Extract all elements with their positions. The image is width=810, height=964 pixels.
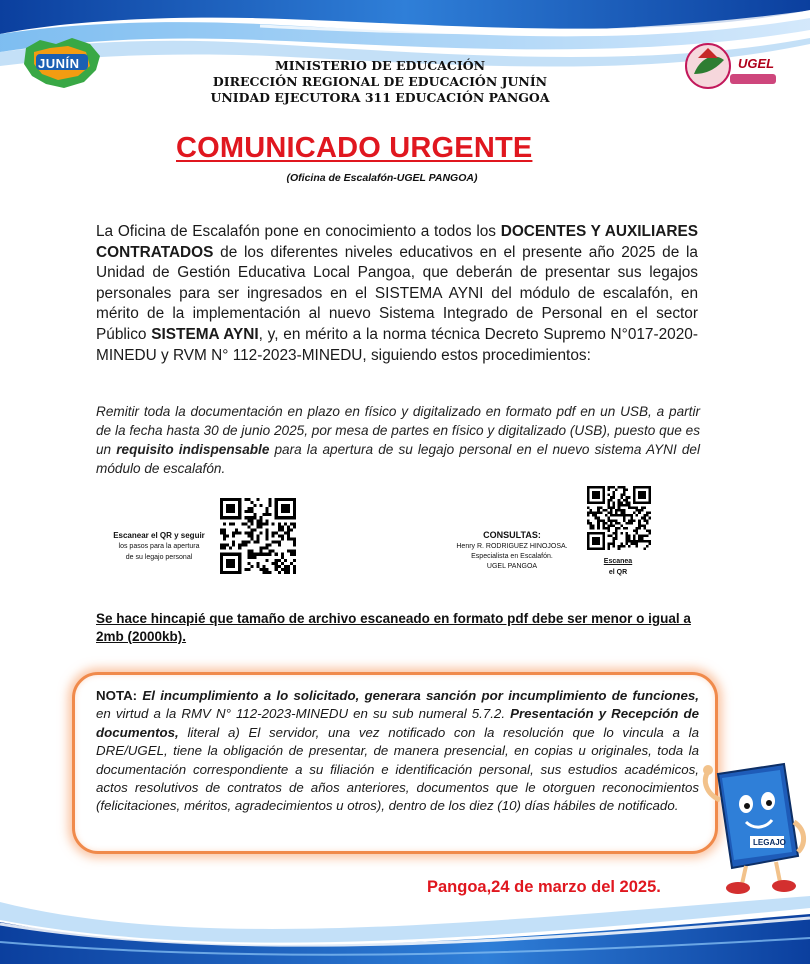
nota-paragraph [96,687,699,816]
qr-right-caption [588,556,648,578]
instructions-text-1: Remitir toda la documentación en plazo en físico y digitalizado en formato pdf en un USB, a partir de la fecha hasta 30 de junio 2025, por mesa de partes en físico y digitalizado (USB), puesto que es un [96,404,700,457]
ugel-logo-text: UGEL [738,56,775,71]
qr-right-caption-line1: Escanea [603,558,633,565]
qr-left-caption-line2: los pasos para la apertura [118,543,200,550]
institution-header [170,58,590,106]
intro-bold-sistema: SISTEMA AYNI [151,325,259,343]
intro-text-2: de los diferentes niveles educativos en el presente año 2025 de la Unidad de Gestión Educativa Local Pangoa, que deberán de presentar sus legajos personales para ser ingresados en el SISTEMA AYNI del módulo de escalafón, en mérito de la implementación al nuevo Sistema Integrado de Personal en el sector Público [96,243,698,343]
document-date: Pangoa,24 de marzo del 2025. [427,878,661,896]
nota-bold-2: Presentación y Recepción de documentos, [96,706,700,740]
qr-left-caption-line3: de su legajo personal [125,554,193,561]
consultas-heading: CONSULTAS: [483,530,541,540]
consultas-block [444,528,580,572]
intro-text-3: , y, en mérito a la norma técnica Decreto Supremo N°017-2020-MINEDU y RVM N° 112-2023-MINEDU, siguiendo estos procedimientos: [96,325,698,364]
qr-right-caption-line2: el QR [608,569,628,576]
header-line-ministry: MINISTERIO DE EDUCACIÓN [274,58,486,73]
file-size-note: Se hace hincapié que tamaño de archivo escaneado en formato pdf debe ser menor o igual a 2mb (2000kb). [96,611,691,644]
legajo-mascot-icon [698,760,810,896]
instructions-text-2: para la apertura de su legajo personal en el nuevo sistema AYNI del módulo de escalafón. [96,442,700,476]
junin-logo-text: JUNÍN [38,56,80,71]
intro-text-1: La Oficina de Escalafón pone en conocimiento a todos los [96,223,501,240]
nota-bold-1: El incumplimiento a lo solicitado, generara sanción por incumplimiento de funciones, [137,688,699,703]
mascot-label: LEGAJO [753,838,786,847]
qr-code-consultas[interactable] [587,486,651,550]
document-title: COMUNICADO URGENTE [176,132,533,164]
consultas-role: Especialista en Escalafón. [471,553,553,560]
header-line-direccion: DIRECCIÓN REGIONAL DE EDUCACIÓN JUNÍN [212,74,548,89]
nota-text-2: literal a) El servidor, una vez notificado con la resolución que lo vincula a la DRE/UGEL, tiene la obligación de presentar, de manera presencial, en copias u originales, toda la documentación correspondiente a su filiación e identificación personal, sus estudios académicos, actos resolutivos de contratos de años anteriores, documentos que le otorguen reconocimientos (felicitaciones, méritos, agradecimientos u otros), dentro de los diez (10) días hábiles de notificado. [96,724,699,814]
bottom-wave-decoration [0,862,810,964]
instructions-paragraph [96,402,700,478]
document-subtitle: (Oficina de Escalafón-UGEL PANGOA) [286,172,478,184]
intro-paragraph [96,222,698,366]
qr-left-caption-strong: Escanear el QR y seguir [113,531,205,540]
header-line-unidad: UNIDAD EJECUTORA 311 EDUCACIÓN PANGOA [210,90,550,105]
intro-bold-docentes: DOCENTES Y AUXILIARES CONTRATADOS [96,223,698,261]
consultas-name: Henry R. RODRIGUEZ HINOJOSA. [456,543,568,550]
qr-code-legajo[interactable] [220,498,296,574]
nota-text-1: en virtud a la RMV N° 112-2023-MINEDU en su sub numeral 5.7.2. [96,706,511,722]
consultas-office: UGEL PANGOA [486,563,538,570]
nota-label: NOTA: [96,688,138,703]
qr-left-caption [100,530,218,563]
instructions-bold: requisito indispensable [116,442,270,457]
